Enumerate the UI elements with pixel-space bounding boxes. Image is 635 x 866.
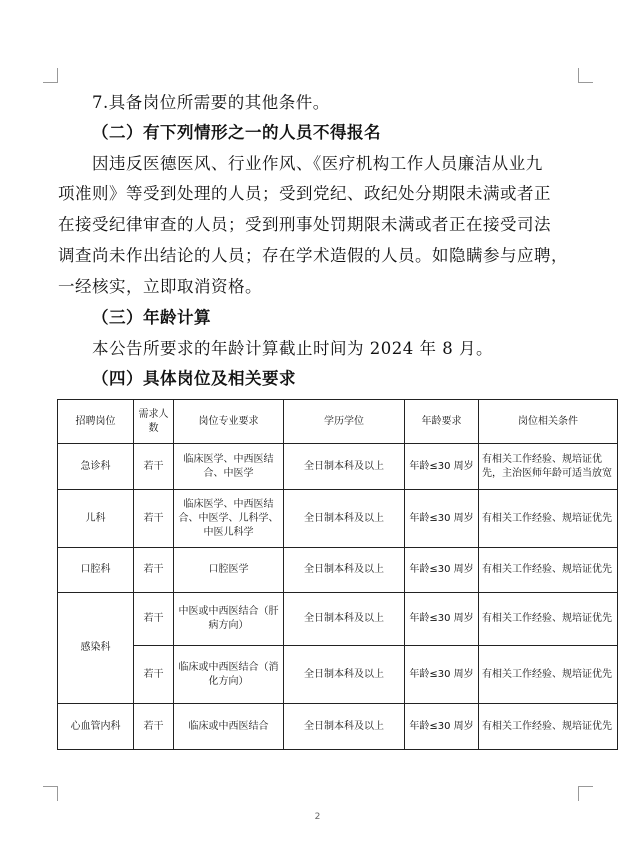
page-number: 2 <box>314 812 321 822</box>
cell-age: 年龄≤30 周岁 <box>405 548 479 593</box>
cell-major: 临床医学、中西医结合、中医学 <box>174 444 284 490</box>
cell-age: 年龄≤30 周岁 <box>405 593 479 646</box>
paragraph-line: 项准则》等受到处理的人员；受到党纪、政纪处分期限未满或者正 <box>58 184 551 203</box>
cell-education: 全日制本科及以上 <box>284 646 405 704</box>
cell-dept: 口腔科 <box>58 548 134 593</box>
cell-education: 全日制本科及以上 <box>284 704 405 750</box>
header-education: 学历学位 <box>284 400 405 444</box>
table-row <box>58 646 618 704</box>
cell-education: 全日制本科及以上 <box>284 593 405 646</box>
crop-mark-top-right <box>578 68 593 83</box>
cell-education: 全日制本科及以上 <box>284 548 405 593</box>
table-header-row <box>58 400 618 444</box>
cell-age: 年龄≤30 周岁 <box>405 704 479 750</box>
cell-conditions: 有相关工作经验、规培证优先 <box>479 646 618 704</box>
item-7: 7.具备岗位所需要的其他条件。 <box>92 93 330 112</box>
cell-major: 口腔医学 <box>174 548 284 593</box>
header-major: 岗位专业要求 <box>174 400 284 444</box>
header-dept: 招聘岗位 <box>58 400 134 444</box>
paragraph-line: 调查尚未作出结论的人员；存在学术造假的人员。如隐瞒参与应聘， <box>58 246 568 265</box>
cell-dept: 感染科 <box>58 593 134 704</box>
table-row <box>58 548 618 593</box>
crop-mark-top-left <box>43 68 58 83</box>
crop-mark-bottom-right <box>578 786 593 801</box>
paragraph-line: 在接受纪律审查的人员；受到刑事处罚期限未满或者正在接受司法 <box>58 215 551 234</box>
section-heading-2: （二）有下列情形之一的人员不得报名 <box>92 123 381 142</box>
table-row <box>58 490 618 548</box>
header-age: 年龄要求 <box>405 400 479 444</box>
cell-age: 年龄≤30 周岁 <box>405 490 479 548</box>
cell-major: 中医或中西医结合（肝病方向） <box>174 593 284 646</box>
header-count: 需求人数 <box>134 400 174 444</box>
cell-conditions: 有相关工作经验、规培证优先 <box>479 490 618 548</box>
cell-major: 临床或中西医结合 <box>174 704 284 750</box>
header-conditions: 岗位相关条件 <box>479 400 618 444</box>
table-row <box>58 444 618 490</box>
section-heading-4: （四）具体岗位及相关要求 <box>92 369 296 388</box>
cell-education: 全日制本科及以上 <box>284 490 405 548</box>
cell-dept: 心血管内科 <box>58 704 134 750</box>
cell-count: 若干 <box>134 444 174 490</box>
table-row <box>58 593 618 646</box>
cell-count: 若干 <box>134 593 174 646</box>
cell-major: 临床医学、中西医结合、中医学、儿科学、中医儿科学 <box>174 490 284 548</box>
cell-conditions: 有相关工作经验、规培证优先 <box>479 704 618 750</box>
cell-conditions: 有相关工作经验、规培证优先，主治医师年龄可适当放宽 <box>479 444 618 490</box>
cell-count: 若干 <box>134 490 174 548</box>
positions-table <box>57 399 618 750</box>
cell-age: 年龄≤30 周岁 <box>405 444 479 490</box>
cell-count: 若干 <box>134 548 174 593</box>
paragraph-line: 一经核实，立即取消资格。 <box>58 277 262 296</box>
age-deadline-text: 本公告所要求的年龄计算截止时间为 2024 年 8 月。 <box>92 339 493 358</box>
cell-count: 若干 <box>134 646 174 704</box>
cell-count: 若干 <box>134 704 174 750</box>
paragraph-line: 因违反医德医风、行业作风、《医疗机构工作人员廉洁从业九 <box>92 154 543 173</box>
table-row <box>58 704 618 750</box>
cell-dept: 急诊科 <box>58 444 134 490</box>
cell-age: 年龄≤30 周岁 <box>405 646 479 704</box>
cell-dept: 儿科 <box>58 490 134 548</box>
crop-mark-bottom-left <box>43 786 58 801</box>
cell-education: 全日制本科及以上 <box>284 444 405 490</box>
cell-conditions: 有相关工作经验、规培证优先 <box>479 548 618 593</box>
cell-conditions: 有相关工作经验、规培证优先 <box>479 593 618 646</box>
cell-major: 临床或中西医结合（消化方向） <box>174 646 284 704</box>
section-heading-3: （三）年龄计算 <box>92 308 211 327</box>
